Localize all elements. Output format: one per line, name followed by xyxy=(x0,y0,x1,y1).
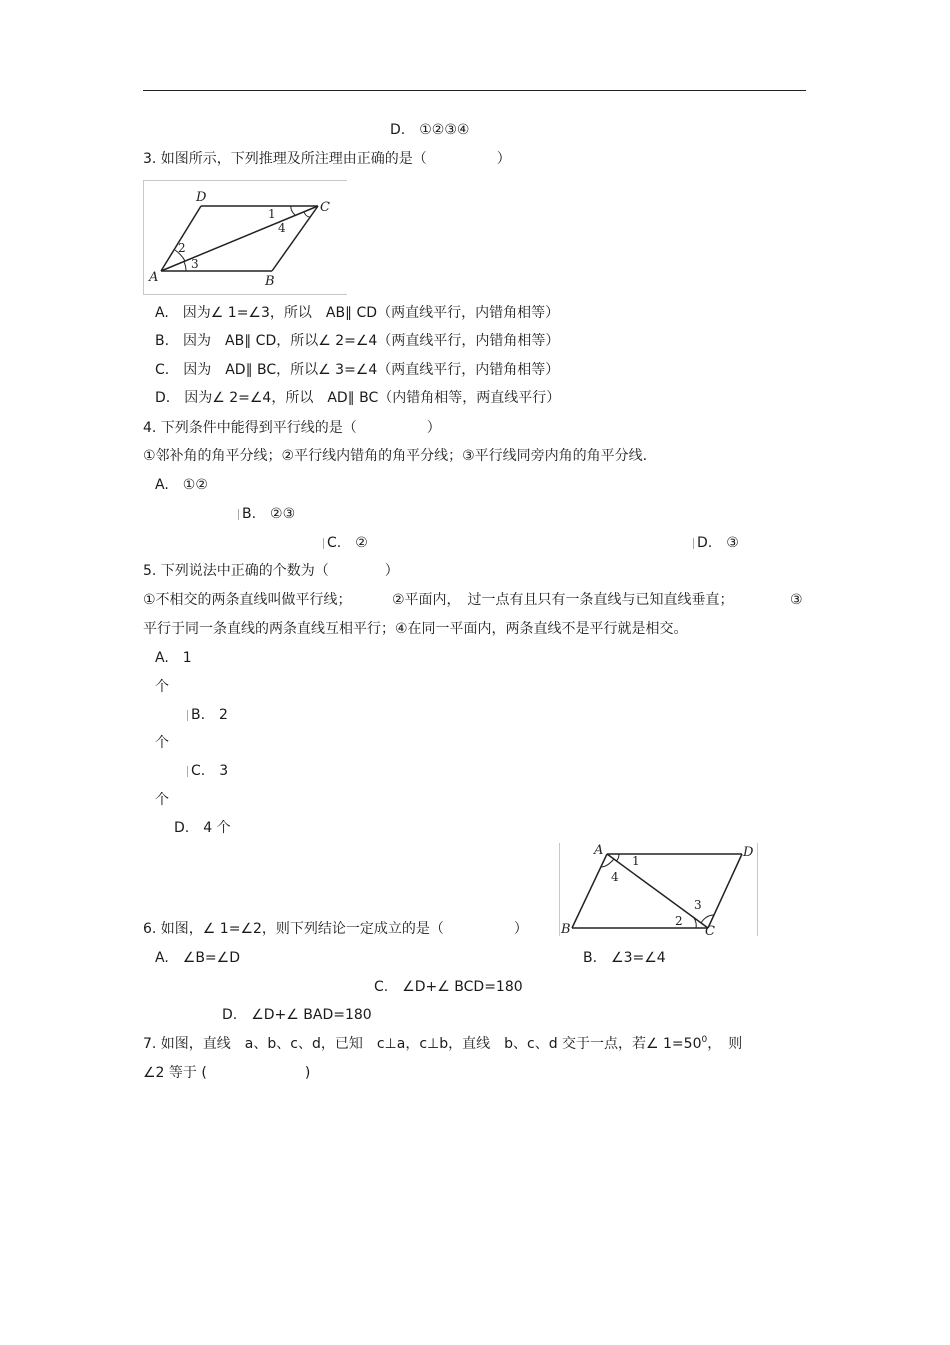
q3-label-b: B xyxy=(265,274,275,289)
q7-stem-line2: ∠2 等于 ( ) xyxy=(143,1065,311,1081)
q5-tick-b xyxy=(187,710,188,721)
q7-degree-mark: 0 xyxy=(701,1035,708,1045)
q5-statement-2: ②平面内， 过一点有且只有一条直线与已知直线垂直； xyxy=(392,592,734,608)
q6-angle-4: 4 xyxy=(611,870,619,884)
q3-angle-1: 1 xyxy=(268,207,276,221)
q4-option-d: D. ③ xyxy=(697,535,739,551)
q5-stem: 5. 下列说法中正确的个数为（ ） xyxy=(143,563,399,579)
q5-option-b: B. 2 xyxy=(191,707,228,723)
q3-label-c: C xyxy=(320,200,330,215)
q5-option-d: D. 4 个 xyxy=(174,820,231,836)
q6-figure xyxy=(559,843,758,936)
q4-option-b: B. ②③ xyxy=(242,506,296,522)
q6-option-c: C. ∠D+∠ BCD=180 xyxy=(374,979,523,995)
q7-stem-text: 7. 如图，直线 a、b、c、d，已知 c⊥a，c⊥b，直线 b、c、d 交于一点，若∠ 1=50 xyxy=(143,1036,702,1052)
q5-unit-c: 个 xyxy=(155,792,169,808)
q6-option-a: A. ∠B=∠D xyxy=(155,950,240,966)
q5-tick-c xyxy=(187,766,188,777)
q5-unit-a: 个 xyxy=(155,679,169,695)
q3-angle-2: 2 xyxy=(178,241,186,255)
q3-option-d: D. 因为∠ 2=∠4，所以 AD∥ BC（内错角相等，两直线平行） xyxy=(155,390,561,406)
q3-option-c: C. 因为 AD∥ BC，所以∠ 3=∠4（两直线平行，内错角相等） xyxy=(155,362,560,378)
q4-tick-c xyxy=(323,538,324,549)
q3-stem: 3. 如图所示，下列推理及所注理由正确的是（ ） xyxy=(143,151,511,167)
q6-angle-2: 2 xyxy=(675,914,683,928)
q7-stem xyxy=(143,1035,742,1055)
q6-angle-3: 3 xyxy=(694,898,702,912)
q3-angle-4: 4 xyxy=(278,221,286,235)
q3-label-d: D xyxy=(196,190,207,205)
q6-angle-1: 1 xyxy=(632,854,640,868)
q3-label-a: A xyxy=(149,270,159,285)
prev-option-d: D. ①②③④ xyxy=(390,122,470,138)
q5-unit-b: 个 xyxy=(155,735,169,751)
q3-option-a: A. 因为∠ 1=∠3，所以 AB∥ CD（两直线平行，内错角相等） xyxy=(155,305,560,321)
q6-option-d: D. ∠D+∠ BAD=180 xyxy=(222,1007,372,1023)
q6-label-c: C xyxy=(705,924,715,936)
q4-option-c: C. ② xyxy=(327,535,368,551)
q4-tick-d xyxy=(693,538,694,549)
q6-option-b: B. ∠3=∠4 xyxy=(583,950,666,966)
q3-angle-3: 3 xyxy=(191,257,199,271)
q5-statement-1: ①不相交的两条直线叫做平行线； xyxy=(143,592,352,608)
q5-option-c: C. 3 xyxy=(191,763,229,779)
q7-stem-tail: ， 则 xyxy=(707,1036,743,1052)
q4-tick-b xyxy=(238,509,239,520)
q5-statement-line2: 平行于同一条直线的两条直线互相平行；④在同一平面内，两条直线不是平行就是相交。 xyxy=(143,621,688,637)
q4-conditions: ①邻补角的角平分线；②平行线内错角的角平分线；③平行线同旁内角的角平分线. xyxy=(143,448,648,464)
header-rule xyxy=(143,90,806,91)
q6-label-b: B xyxy=(561,922,571,936)
q5-option-a: A. 1 xyxy=(155,650,192,666)
q4-stem: 4. 下列条件中能得到平行线的是（ ） xyxy=(143,420,441,436)
q6-stem: 6. 如图，∠ 1=∠2，则下列结论一定成立的是（ ） xyxy=(143,921,528,937)
q3-figure xyxy=(143,180,347,295)
q5-statement-3-marker: ③ xyxy=(790,592,803,608)
q3-option-b: B. 因为 AB∥ CD，所以∠ 2=∠4（两直线平行，内错角相等） xyxy=(155,333,560,349)
q6-label-a: A xyxy=(594,843,604,858)
q4-option-a: A. ①② xyxy=(155,477,208,493)
q6-label-d: D xyxy=(743,845,754,860)
